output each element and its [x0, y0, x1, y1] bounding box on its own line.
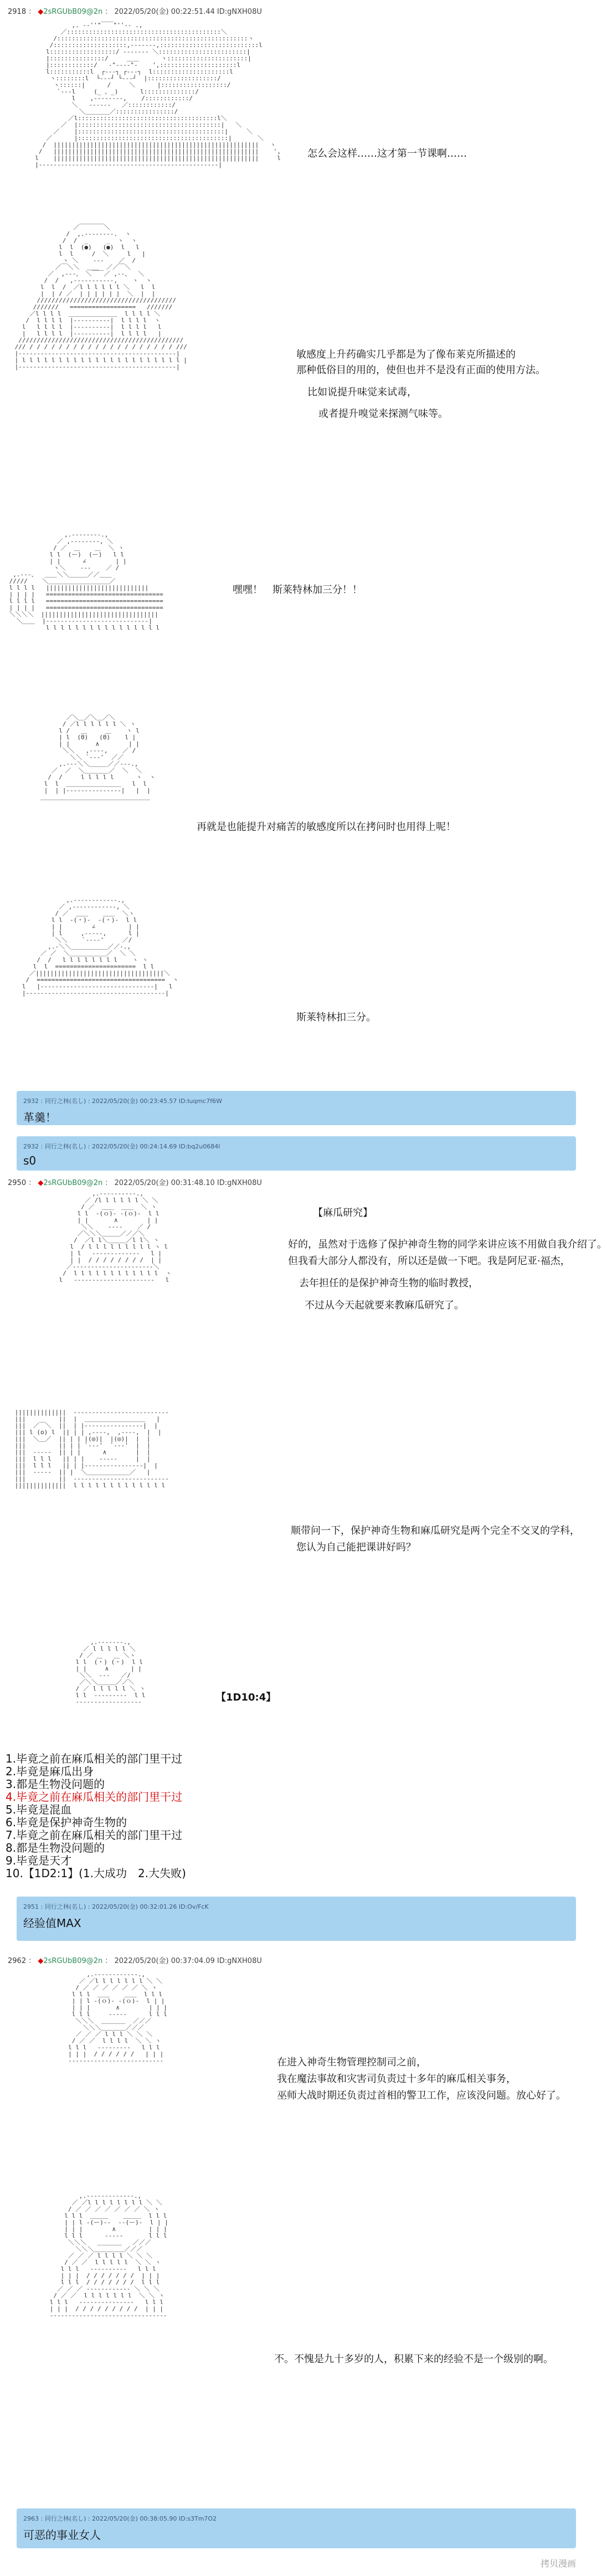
ascii-art-figure: ,.-‐‐‐‐‐-., ／ l l l l l ＼ / ／ ＿ ＿ ＼ヽ l l (・) (・) l l | | ∧ | | ＼＼ ‐‐‐ ／/ ／＼＼＿＿＿／／＼ / ／ l l l l l ＼ ヽ l l ‐‐‐‐‐‐‐‐‐ l l ‐‐‐‐‐‐‐‐‐‐‐‐‐‐‐‐‐‐	[75, 1639, 146, 1706]
list-item: 2.毕竟是麻瓜出身	[6, 1765, 94, 1778]
reply-box	[17, 1136, 576, 1171]
post-header: 2918 ： ◆2sRGUbB09@2n ： 2022/05/20(金) 00:22:51.44 ID:gNXH08U	[8, 8, 262, 16]
poster-name[interactable]: 2sRGUbB09@2n	[43, 1179, 103, 1187]
dialogue-line: 不。不愧是九十多岁的人，积累下来的经验不是一个级别的啊。	[274, 2353, 553, 2365]
list-item: 5.毕竟是混血	[6, 1803, 72, 1816]
watermark: 拷贝漫画	[540, 2558, 576, 2569]
dice-result: 【1D10:4】	[216, 1692, 276, 1703]
post-datetime: 2022/05/20(金) 00:31:48.10	[114, 1179, 215, 1187]
reply-body: 经验值MAX	[23, 1916, 81, 1930]
reply-body: 可恶的事业女人	[23, 2528, 101, 2542]
dialogue-line: 但我看大部分人都没有，所以还是做一下吧。我是阿尼亚·福杰，	[288, 1255, 570, 1267]
reply-header[interactable]: 2963 : 同行之林(名し) : 2022/05/20(金) 00:38:05.90 ID:s3Tm7O2	[23, 2515, 217, 2522]
list-item: 8.都是生物没问题的	[6, 1841, 105, 1854]
trip-diamond: ◆	[38, 1179, 44, 1187]
dialogue-line: 那种低俗目的用的，使但也并不是没有正面的使用方法。	[296, 364, 546, 376]
reply-body: s0	[23, 1154, 37, 1167]
reply-box	[17, 1091, 576, 1125]
list-item: 7.毕竟之前在麻瓜相关的部门里干过	[6, 1828, 183, 1842]
dialogue-line: 斯莱特林扣三分。	[296, 1012, 376, 1023]
post-number[interactable]: 2962	[8, 1957, 27, 1965]
list-item: 10.【1D2:1】(1.大成功 2.大失败)	[6, 1867, 186, 1880]
dialogue-line: 我在魔法事故和灾害司负责过十多年的麻瓜相关事务，	[277, 2073, 516, 2085]
dialogue-line: 在进入神奇生物管理控制司之前，	[277, 2057, 426, 2068]
reply-header[interactable]: 2951 : 同行之林(名し) : 2022/05/20(金) 00:32:01.26 ID:Ov/FcK	[23, 1903, 209, 1910]
ascii-art-figure: |||||||||||||| ‐‐‐‐‐‐‐‐‐‐‐‐‐‐‐‐‐‐‐‐‐‐‐‐‐‐ ||| || | ＿＿＿＿＿＿＿＿＿＿ | ||| ／￣＼ || | |‐‐‐‐‐‐‐‐‐‐‐‐‐‐‐‐| | ||| l (o) l || | | ,‐‐‐‐, ,‐‐‐‐, | | ||| ＼＿／ || | | |(◎)| |(◎)| | | ||| || | | `‐‐‐' `‐‐‐' | | ||| ‐‐‐‐‐ || | | ∧ | | ||| l l l || | | ‐‐‐‐‐ | | ||| l l l || | |‐‐‐‐‐‐‐‐‐‐‐‐‐‐‐‐| | ||| ‐‐‐‐‐ || | ＼＿＿＿＿＿＿＿／ | ||| || ‐‐‐‐‐‐‐‐‐‐‐‐‐‐‐‐‐‐‐‐‐‐‐‐‐‐ |||||||||||||| l l l l l l l l l l l l l	[14, 1409, 169, 1489]
ascii-art-figure: ,. -‐''"￣￣"''‐- ., ／::::::::::::::::::::::::::::::::::::::::::＼ /::::::::::::::::::::::::::::::::::::::::::::::::::::ヽ /::::::::::::::::::::,-‐‐‐‐‐-,:::::::::::::::::::::::::::l l::::::::::::::::::/ -‐‐‐‐‐- ＼::::::::::::::::::::::::| |:::::::::::::::/ ＿＿ ヽ::::::::::::::::::::::| |::::::::::::/ ‐"‐‐‐‐"‐ ',:::::::::::::::::::::l l:::::::::::l ┌‐‐‐┐ ┌‐‐‐┐ l:::::::::::::::::::::l ヽ::::::::l └‐‐‐┘ └‐‐‐┘ |:::::::::::::::::::/ ヽ::::::| / ＼ |::::::::::::::::::/ `‐‐‐l (_ 、_) l::::::::::::::/ l ,-‐‐‐‐‐‐-, /::::::::::::/ ＼ ‐‐‐‐‐‐ ／::::::::::::/ ＼＿＿＿＿／::::::::::::::::/ ／l::::::::::::::::::::::::::::::::::::::l＼ ／ |:::::::::::::::::::::::::::::::::::::::| ＼ ／ |::::::::::::::::::::::::::::::::::::::::| ＼ ／ |:::::::::::::::::::::::::::::::::::::::::| ＼ / |||||||||||||||||||||||||||||||||||||||||||||||||||||||| ヽ / |||||||||||||||||||||||||||||||||||||||||||||||||||||||| ', l |||||||||||||||||||||||||||||||||||||||||||||||||||||||| l |‐‐‐‐‐‐‐‐‐‐‐‐‐‐‐‐‐‐‐‐‐‐‐‐‐‐‐‐‐‐‐‐‐‐‐‐‐‐‐‐‐‐‐‐‐‐‐‐‐|	[35, 22, 281, 168]
post-header: 2950 ： ◆2sRGUbB09@2n ： 2022/05/20(金) 00:31:48.10 ID:gNXH08U	[8, 1179, 262, 1187]
ascii-art-figure: ,.-‐‐‐‐‐‐‐‐‐‐‐-., ／ ／l l l l l l l l ＼ ＼ / ／ ／ ／ ／ ／ ／ ／ ＼ ヽ l l l ＿＿＿ ＿＿＿ l l l | | l ‐(ー)‐‐ ‐‐(ー)‐ l | | | | | ∧ | | | l l l ‐‐‐‐‐ l l l ＼＼＼ ＿＿＿＿ ／／／ ＼＼＼＿＿＿＿＿／／／ ／ ／ ／ l l l l ＼ ＼ ＼ / ／ ／ l l l l l ＼ ＼ ヽ l l l ‐‐‐‐‐‐‐‐‐‐ l l l | | | / / / / / / / | | | l l l / / / / / / / l l l ／ ／ ／ ‐‐‐‐‐‐‐‐‐‐‐‐ ＼ ＼ ＼ / ／ ／ l l l l l l l ＼ ＼ ヽ l l l ‐‐‐‐‐‐‐‐‐‐‐‐‐‐‐ l l l | | | / / / / / / / / / | | | ‐‐‐‐‐‐‐‐‐‐‐‐‐‐‐‐‐‐‐‐‐‐‐‐‐‐‐‐‐‐‐‐	[49, 2192, 168, 2319]
post-header: 2962 ： ◆2sRGUbB09@2n ： 2022/05/20(金) 00:37:04.09 ID:gNXH08U	[8, 1957, 262, 1965]
list-item: 9.毕竟是天才	[6, 1854, 72, 1867]
dice-options-list	[6, 1753, 186, 1880]
post-id[interactable]: ID:gNXH08U	[217, 1957, 262, 1965]
list-item: 1.毕竟之前在麻瓜相关的部门里干过	[6, 1752, 183, 1765]
post-id[interactable]: ID:gNXH08U	[217, 8, 262, 16]
trip-diamond: ◆	[38, 1957, 44, 1965]
ascii-art-figure: ,.-‐‐‐‐‐‐‐‐‐‐-., ／ ,-‐‐‐‐‐‐‐‐‐‐-, ＼ / ／ ＿＿ ＿＿ ＼ヽ l l ‐(・)‐ ‐(・)‐ l l | | ∠ | | | l ,‐‐‐‐‐, l | ＼＼ `‐‐‐‐' ／/ ,.-＼＼＿＿＿＿＿＿／／-., ／ ／ ＼＿＿＿＿＿＿／ ＼ ＼ / / l l l l l l l l ヽ ヽ l l ====================== l l ／|||||||||||||||||||||||||||||||||||＼ / =================================== ヽ l |‐‐‐‐‐‐‐‐‐‐‐‐‐‐‐‐‐‐‐‐‐‐‐‐‐‐‐‐‐‐‐| l |‐‐‐‐‐‐‐‐‐‐‐‐‐‐‐‐‐‐‐‐‐‐‐‐‐‐‐‐‐‐‐‐‐‐‐‐‐‐|	[22, 897, 179, 997]
list-item-highlighted: 4.毕竟之前在麻瓜相关的部门里干过	[6, 1790, 183, 1804]
post-datetime: 2022/05/20(金) 00:37:04.09	[114, 1957, 215, 1965]
list-item: 6.毕竟是保护神奇生物的	[6, 1816, 127, 1829]
reply-box	[17, 1897, 576, 1941]
post-datetime: 2022/05/20(金) 00:22:51.44	[114, 8, 215, 16]
dialogue-line: 去年担任的是保护神奇生物的临时教授，	[299, 1277, 479, 1289]
reply-header[interactable]: 2932 : 同行之林(名し) : 2022/05/20(金) 00:23:45.57 ID:Iuqmc7f6W	[23, 1098, 222, 1105]
dialogue-line: 您认为自己能把课讲好吗？	[296, 1542, 416, 1553]
poster-name[interactable]: 2sRGUbB09@2n	[43, 8, 103, 16]
list-item: 3.都是生物没问题的	[6, 1778, 105, 1791]
ascii-art-figure: ,.-‐‐‐‐‐‐‐‐‐‐-., ／ ／l l l l l l l ＼ ＼ / ／ ／ ／ ／ ／ ／ ＼ ヽ l l l ＿＿ ＿＿ l l l | | l ‐(ｏ)‐ ‐(ｏ)‐ l | | | | | ∧ | | | l l l ‐‐‐‐‐ l l l ＼＼＼ ＿＿＿＿ ／／／ ＼＼＼＿＿＿＿／／／ ／ ／ ／ l l l ＼ ＼ ＼ / ／ ／ l l l l ＼ ＼ ヽ l l l ‐‐‐‐‐‐‐‐‐ l l l | | | / / / / / / | | | ‐‐‐‐‐‐‐‐‐‐‐‐‐‐‐‐‐‐‐‐‐‐‐‐‐‐	[68, 1971, 167, 2064]
dialogue-line: 不过从今天起就要来教麻瓜研究了。	[305, 1300, 464, 1311]
post-number[interactable]: 2918	[8, 8, 27, 16]
dialogue-line: 顺带问一下，保护神奇生物和麻瓜研究是两个完全不交叉的学科，	[291, 1525, 580, 1537]
reply-header[interactable]: 2932 : 同行之林(名し) : 2022/05/20(金) 00:24:14.69 ID:bq2u0684l	[23, 1143, 220, 1150]
dialogue-line: 巫师大战时期还负责过首相的警卫工作，应该没问题。放心好了。	[277, 2090, 566, 2101]
dialogue-line: 好的，虽然对于选修了保护神奇生物的同学来讲应该不用做自我介绍了。	[288, 1239, 607, 1250]
dialogue-line: 嘿嘿！ 斯莱特林加三分！！	[233, 584, 362, 596]
reply-body: 革羹！	[23, 1111, 56, 1124]
dialogue-line: 比如说提升味觉来试毒，	[307, 387, 417, 398]
ascii-art-figure: ／￣￣￣￣＼ / ,.-‐‐‐‐‐‐-. ヽ / / _ _ ヽ ヽ l l (●) (●) l l l l / ＼ l | ヽ ＼ ‐‐‐ ／ / ／￣＼＼ ＿＿ ／／￣＼ ／ ,-‐‐、 ＼￣￣／ ,-‐、 ＼ / / ,‐‐‐‐-‐‐‐‐‐-, ヽ ヽ l l / ／l l l l l l ＼ l l | | / ／ | | | | | | ＼ | | ////////////////////////////////////// /////// ================== /////// ／l l l l ＿＿＿＿＿＿＿＿ l l l l ＼ / l l l l |‐‐‐‐‐‐‐‐‐‐| l l l l ヽ l l l l l |‐‐‐‐‐‐‐‐‐‐| l l l l l | l l l l |‐‐‐‐‐‐‐‐‐‐| l l l l | ///////////////////////////////////////////// /// / / / / / / / / / / / / / / / / / / / / /// |‐‐‐‐‐‐‐‐‐‐‐‐‐‐‐‐‐‐‐‐‐‐‐‐‐‐‐‐‐‐‐‐‐‐‐‐‐‐‐‐‐‐‐| | l l l l l l l l l l l l l l l l l l l l l l | |‐‐‐‐‐‐‐‐‐‐‐‐‐‐‐‐‐‐‐‐‐‐‐‐‐‐‐‐‐‐‐‐‐‐‐‐‐‐‐‐‐‐‐|	[14, 224, 187, 370]
trip-diamond: ◆	[38, 8, 44, 16]
reply-box	[17, 2508, 576, 2548]
dialogue-line: 怎么会这样……这才第一节课啊……	[307, 148, 467, 159]
ascii-art-figure: ,.-‐‐‐‐‐‐‐‐-., ／ /l l l l l l ＼ ＼ / ／ ＿＿ ＿＿ ＼ ヽ l l ‐(ｏ)‐ ‐(ｏ)‐ l l | | ∧ | | ＼＼ ‐‐‐‐ ／ / ／＼＼＼＿＿＿／／／＼ / ／l l＼＿＿＿／l l＼ ヽ l / l l l l l l l l l ヽ l | l ‐‐‐‐‐‐‐‐‐‐‐‐‐ l | | | / / / / / / / / | | ／‐‐‐‐‐‐‐‐‐‐‐‐‐‐‐‐‐‐‐‐‐‐＼ / l l l l l l l l l l l l ヽ l ‐‐‐‐‐‐‐‐‐‐‐‐‐‐‐‐‐‐‐‐‐‐ l	[59, 1190, 172, 1284]
dialogue-line: 或者提升嗅觉来探测气味等。	[318, 408, 448, 420]
ascii-art-figure: ／＼＿／＼＿／＼ / ／l l l l l l ＼ ヽ l / ＿ ＿ ヽ l | l (Θ) (Θ) l | | | ∧ | | ＼＼ ,‐‐‐‐, ／ / ＼＼ `‐‐‐' ／／ ,.-‐‐＼＼＿＿＿／／‐‐-., ／ ／ ＼＿＿＿＿／ ＼ ＼ / / l l l l l ヽ ヽ l l ＿＿＿＿＿＿＿＿＿ l l | | |‐‐‐‐‐‐‐‐‐‐‐‐‐‐‐| | | ＿＿＿＿＿＿＿＿＿＿＿＿＿＿＿＿＿＿	[40, 714, 156, 801]
dialogue-line: 敏感度上升药确实几乎都是为了像布莱克所描述的	[296, 349, 516, 360]
post-number[interactable]: 2950	[8, 1179, 27, 1187]
dialogue-line: 再就是也能提升对痛苦的敏感度所以在拷问时也用得上呢！	[197, 821, 456, 833]
section-title: 【麻瓜研究】	[313, 1207, 373, 1219]
ascii-art-figure: ,.-‐‐‐‐‐‐-., ／ ,-‐‐‐‐‐‐-, ＼ / ／ ＿ ＿ ＼ ヽ l l (ー) (ー) l l | | ∠ | | ヽ＼ ‐‐‐ ／ / ,.-‐‐、 ＿＿＼＼＿＿＿／／＿＿ ///// ＼＿＿＿＿＿＿＿＿＿＿／ l l l l |||||||||||||||||||||||||||| | | | | ================================ l l l l ================================ | | | | ================================ ＼＼＼＼ |||||||||||||||||||||||||||||||| ＼＿＿ |‐‐‐‐‐‐‐‐‐‐‐‐‐‐‐‐‐‐‐‐‐‐‐‐‐‐‐‐| l l l l l l l l l l l l l l l l	[9, 531, 163, 631]
post-id[interactable]: ID:gNXH08U	[217, 1179, 262, 1187]
poster-name[interactable]: 2sRGUbB09@2n	[43, 1957, 103, 1965]
